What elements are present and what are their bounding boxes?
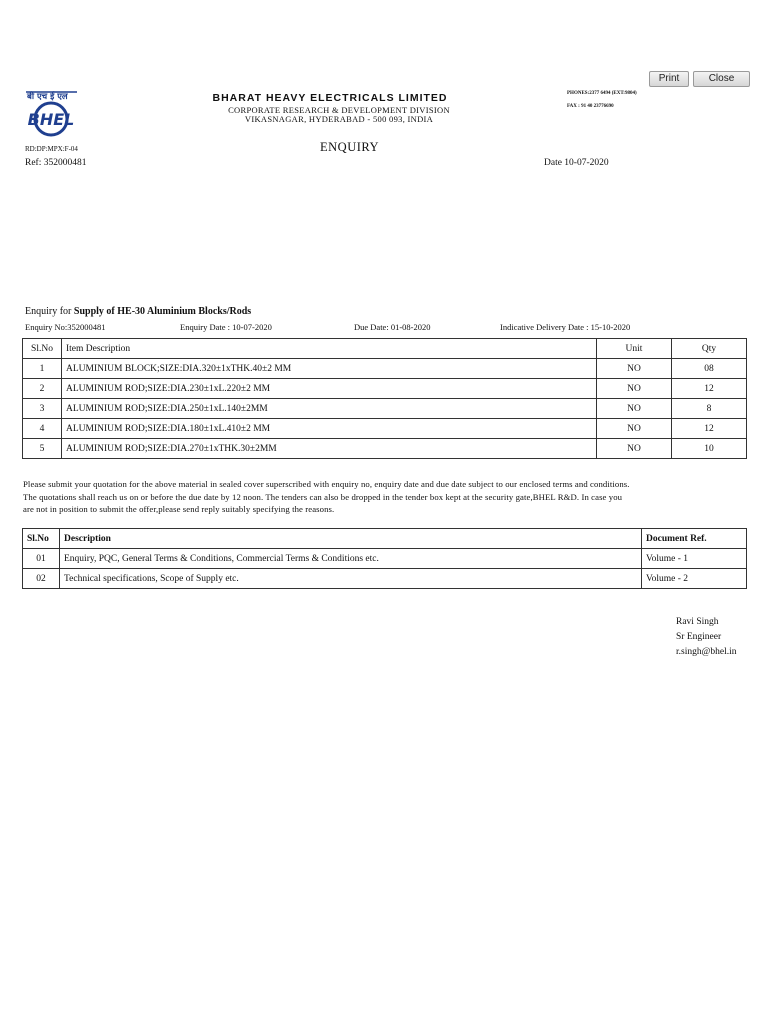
items-header-row [23, 339, 747, 359]
cell-unit: NO [597, 379, 672, 399]
instructions-line: are not in position to submit the offer,please send reply suitably specifying the reasons. [23, 504, 335, 514]
enquiry-subject-text: Supply of HE-30 Aluminium Blocks/Rods [73, 306, 252, 317]
fax-number: FAX : 91 40 23776690 [567, 104, 614, 109]
table-row [23, 379, 747, 399]
delivery-date: Indicative Delivery Date : 15-10-2020 [500, 322, 631, 332]
logo-text: BHEL [27, 110, 75, 129]
cell-slno: 3 [23, 399, 62, 419]
logo-hindi-text: बी एच ई एल [27, 92, 68, 102]
items-table [22, 338, 747, 459]
cell-qty: 08 [672, 359, 747, 379]
enquiry-subject [25, 306, 251, 317]
document-date: Date 10-07-2020 [544, 158, 609, 168]
bhel-logo [23, 89, 79, 137]
header-unit: Unit [597, 339, 672, 359]
docs-header-slno: Sl.No [23, 529, 60, 549]
cell-qty: 12 [672, 419, 747, 439]
cell-description: ALUMINIUM ROD;SIZE:DIA.230±1xL.220±2 MM [62, 379, 597, 399]
company-address: VIKASNAGAR, HYDERABAD - 500 093, INDIA [244, 114, 434, 124]
enquiry-date: Enquiry Date : 10-07-2020 [180, 322, 272, 332]
cell-qty: 12 [672, 379, 747, 399]
header-item-description: Item Description [62, 339, 597, 359]
cell-description: ALUMINIUM ROD;SIZE:DIA.180±1xL.410±2 MM [62, 419, 597, 439]
close-button[interactable]: Close [693, 71, 750, 87]
instructions-line: Please submit your quotation for the above material in sealed cover superscribed with enquiry no, enquiry date and due date subject to our enclosed terms and conditions. [23, 479, 630, 489]
cell-slno: 02 [23, 569, 60, 589]
cell-description: ALUMINIUM ROD;SIZE:DIA.250±1xL.140±2MM [62, 399, 597, 419]
cell-unit: NO [597, 359, 672, 379]
cell-qty: 10 [672, 439, 747, 459]
cell-slno: 1 [23, 359, 62, 379]
signatory-designation: Sr Engineer [676, 632, 722, 642]
cell-slno: 5 [23, 439, 62, 459]
cell-unit: NO [597, 419, 672, 439]
table-row [23, 569, 747, 589]
table-row [23, 439, 747, 459]
signatory-name: Ravi Singh [676, 617, 719, 627]
signatory-email: r.singh@bhel.in [676, 647, 737, 657]
docs-header-ref: Document Ref. [642, 529, 747, 549]
cell-unit: NO [597, 399, 672, 419]
phone-numbers: PHONES:2377 6494 (EXT:9804) [567, 91, 637, 96]
cell-unit: NO [597, 439, 672, 459]
reference-number: Ref: 352000481 [25, 158, 87, 168]
cell-qty: 8 [672, 399, 747, 419]
cell-description: Enquiry, PQC, General Terms & Conditions, Commercial Terms & Conditions etc. [60, 549, 642, 569]
division-name: CORPORATE RESEARCH & DEVELOPMENT DIVISION [228, 105, 450, 115]
document-title: ENQUIRY [320, 140, 380, 154]
company-name: BHARAT HEAVY ELECTRICALS LIMITED [212, 92, 448, 104]
print-button[interactable]: Print [649, 71, 689, 87]
cell-document-ref: Volume - 1 [642, 549, 747, 569]
form-number: RD:DP:MPX:F-04 [25, 145, 78, 153]
cell-description: ALUMINIUM ROD;SIZE:DIA.270±1xTHK.30±2MM [62, 439, 597, 459]
table-row [23, 419, 747, 439]
cell-description: ALUMINIUM BLOCK;SIZE:DIA.320±1xTHK.40±2 MM [62, 359, 597, 379]
due-date: Due Date: 01-08-2020 [354, 322, 431, 332]
cell-slno: 2 [23, 379, 62, 399]
instructions-line: The quotations shall reach us on or before the due date by 12 noon. The tenders can also be dropped in the tender box kept at the security gate,BHEL R&D. In case you [23, 491, 623, 502]
header-slno: Sl.No [23, 339, 62, 359]
header-qty: Qty [672, 339, 747, 359]
table-row [23, 359, 747, 379]
documents-table [22, 528, 747, 589]
cell-description: Technical specifications, Scope of Supply etc. [60, 569, 642, 589]
table-row [23, 399, 747, 419]
docs-header-description: Description [60, 529, 642, 549]
cell-slno: 4 [23, 419, 62, 439]
cell-slno: 01 [23, 549, 60, 569]
enquiry-subject-prefix: Enquiry for [25, 306, 74, 317]
docs-header-row [23, 529, 747, 549]
enquiry-number: Enquiry No:352000481 [25, 322, 106, 332]
instructions-paragraph [23, 478, 745, 516]
cell-document-ref: Volume - 2 [642, 569, 747, 589]
table-row [23, 549, 747, 569]
